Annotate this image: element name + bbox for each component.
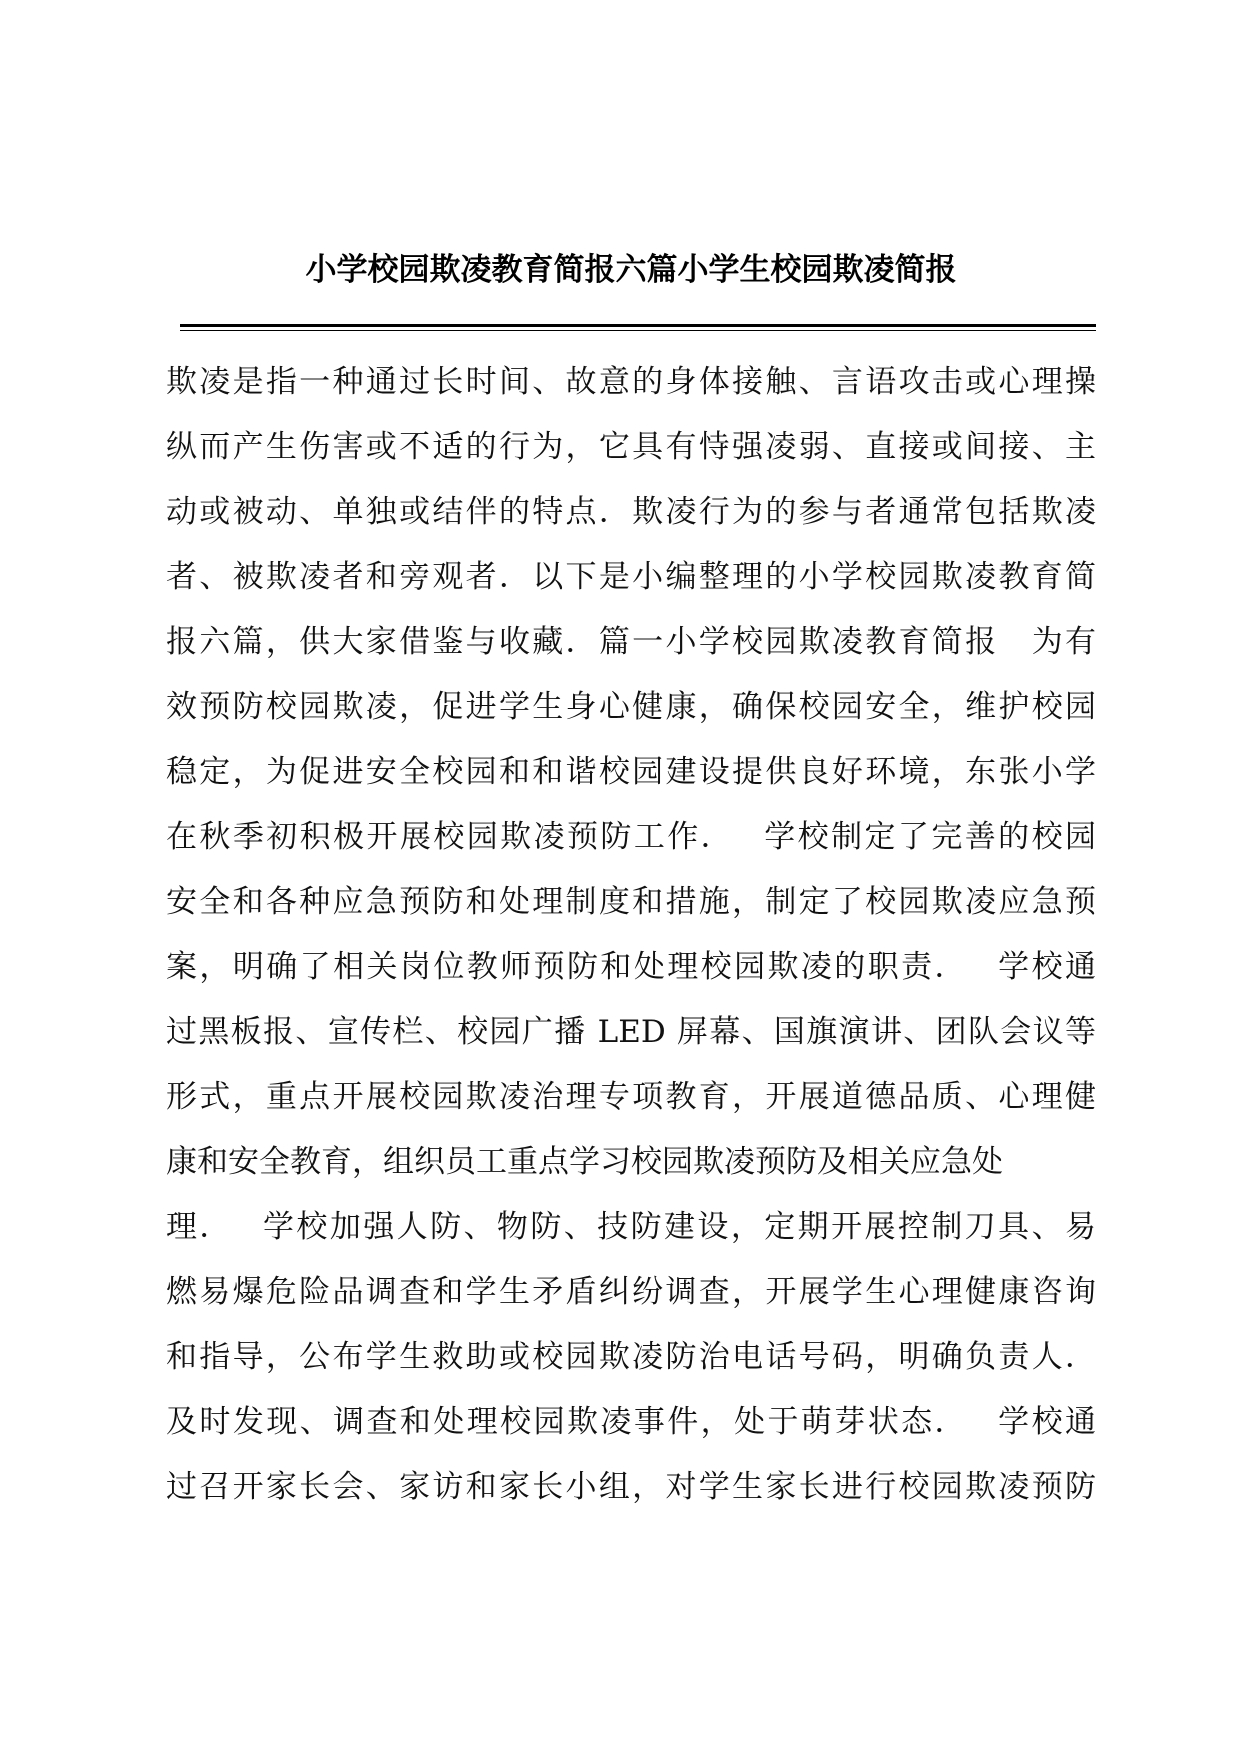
body-line: 者、被欺凌者和旁观者．以下是小编整理的小学校园欺凌教育简 [166, 559, 1096, 595]
body-line: 稳定，为促进安全校园和和谐校园建设提供良好环境，东张小学 [166, 754, 1096, 790]
body-line: 纵而产生伤害或不适的行为，它具有恃强凌弱、直接或间接、主 [166, 429, 1096, 465]
body-line: 欺凌是指一种通过长时间、故意的身体接触、言语攻击或心理操 [166, 364, 1096, 400]
body-line: 和指导，公布学生救助或校园欺凌防治电话号码，明确负责人． [166, 1339, 1096, 1375]
body-text [166, 357, 1096, 1527]
body-line: 过黑板报、宣传栏、校园广播 LED 屏幕、国旗演讲、团队会议等 [166, 1014, 1096, 1050]
document-title: 小学校园欺凌教育简报六篇小学生校园欺凌简报 [305, 252, 957, 288]
body-line: 在秋季初积极开展校园欺凌预防工作． 学校制定了完善的校园 [166, 819, 1096, 855]
body-line: 理． 学校加强人防、物防、技防建设，定期开展控制刀具、易 [166, 1209, 1096, 1245]
body-line: 报六篇，供大家借鉴与收藏．篇一小学校园欺凌教育简报 为有 [166, 624, 1096, 660]
body-line: 燃易爆危险品调查和学生矛盾纠纷调查，开展学生心理健康咨询 [166, 1274, 1096, 1310]
body-line: 形式，重点开展校园欺凌治理专项教育，开展道德品质、心理健 [166, 1079, 1096, 1115]
body-line: 动或被动、单独或结伴的特点．欺凌行为的参与者通常包括欺凌 [166, 494, 1096, 530]
body-line: 效预防校园欺凌，促进学生身心健康，确保校园安全，维护校园 [166, 689, 1096, 725]
body-line: 安全和各种应急预防和处理制度和措施，制定了校园欺凌应急预 [166, 884, 1096, 920]
body-line: 案，明确了相关岗位教师预防和处理校园欺凌的职责． 学校通 [166, 949, 1096, 985]
body-line: 及时发现、调查和处理校园欺凌事件，处于萌芽状态． 学校通 [166, 1404, 1096, 1440]
body-line: 康和安全教育，组织员工重点学习校园欺凌预防及相关应急处 [166, 1144, 1003, 1180]
body-line: 过召开家长会、家访和家长小组，对学生家长进行校园欺凌预防 [166, 1469, 1096, 1505]
title-double-rule [180, 324, 1096, 331]
